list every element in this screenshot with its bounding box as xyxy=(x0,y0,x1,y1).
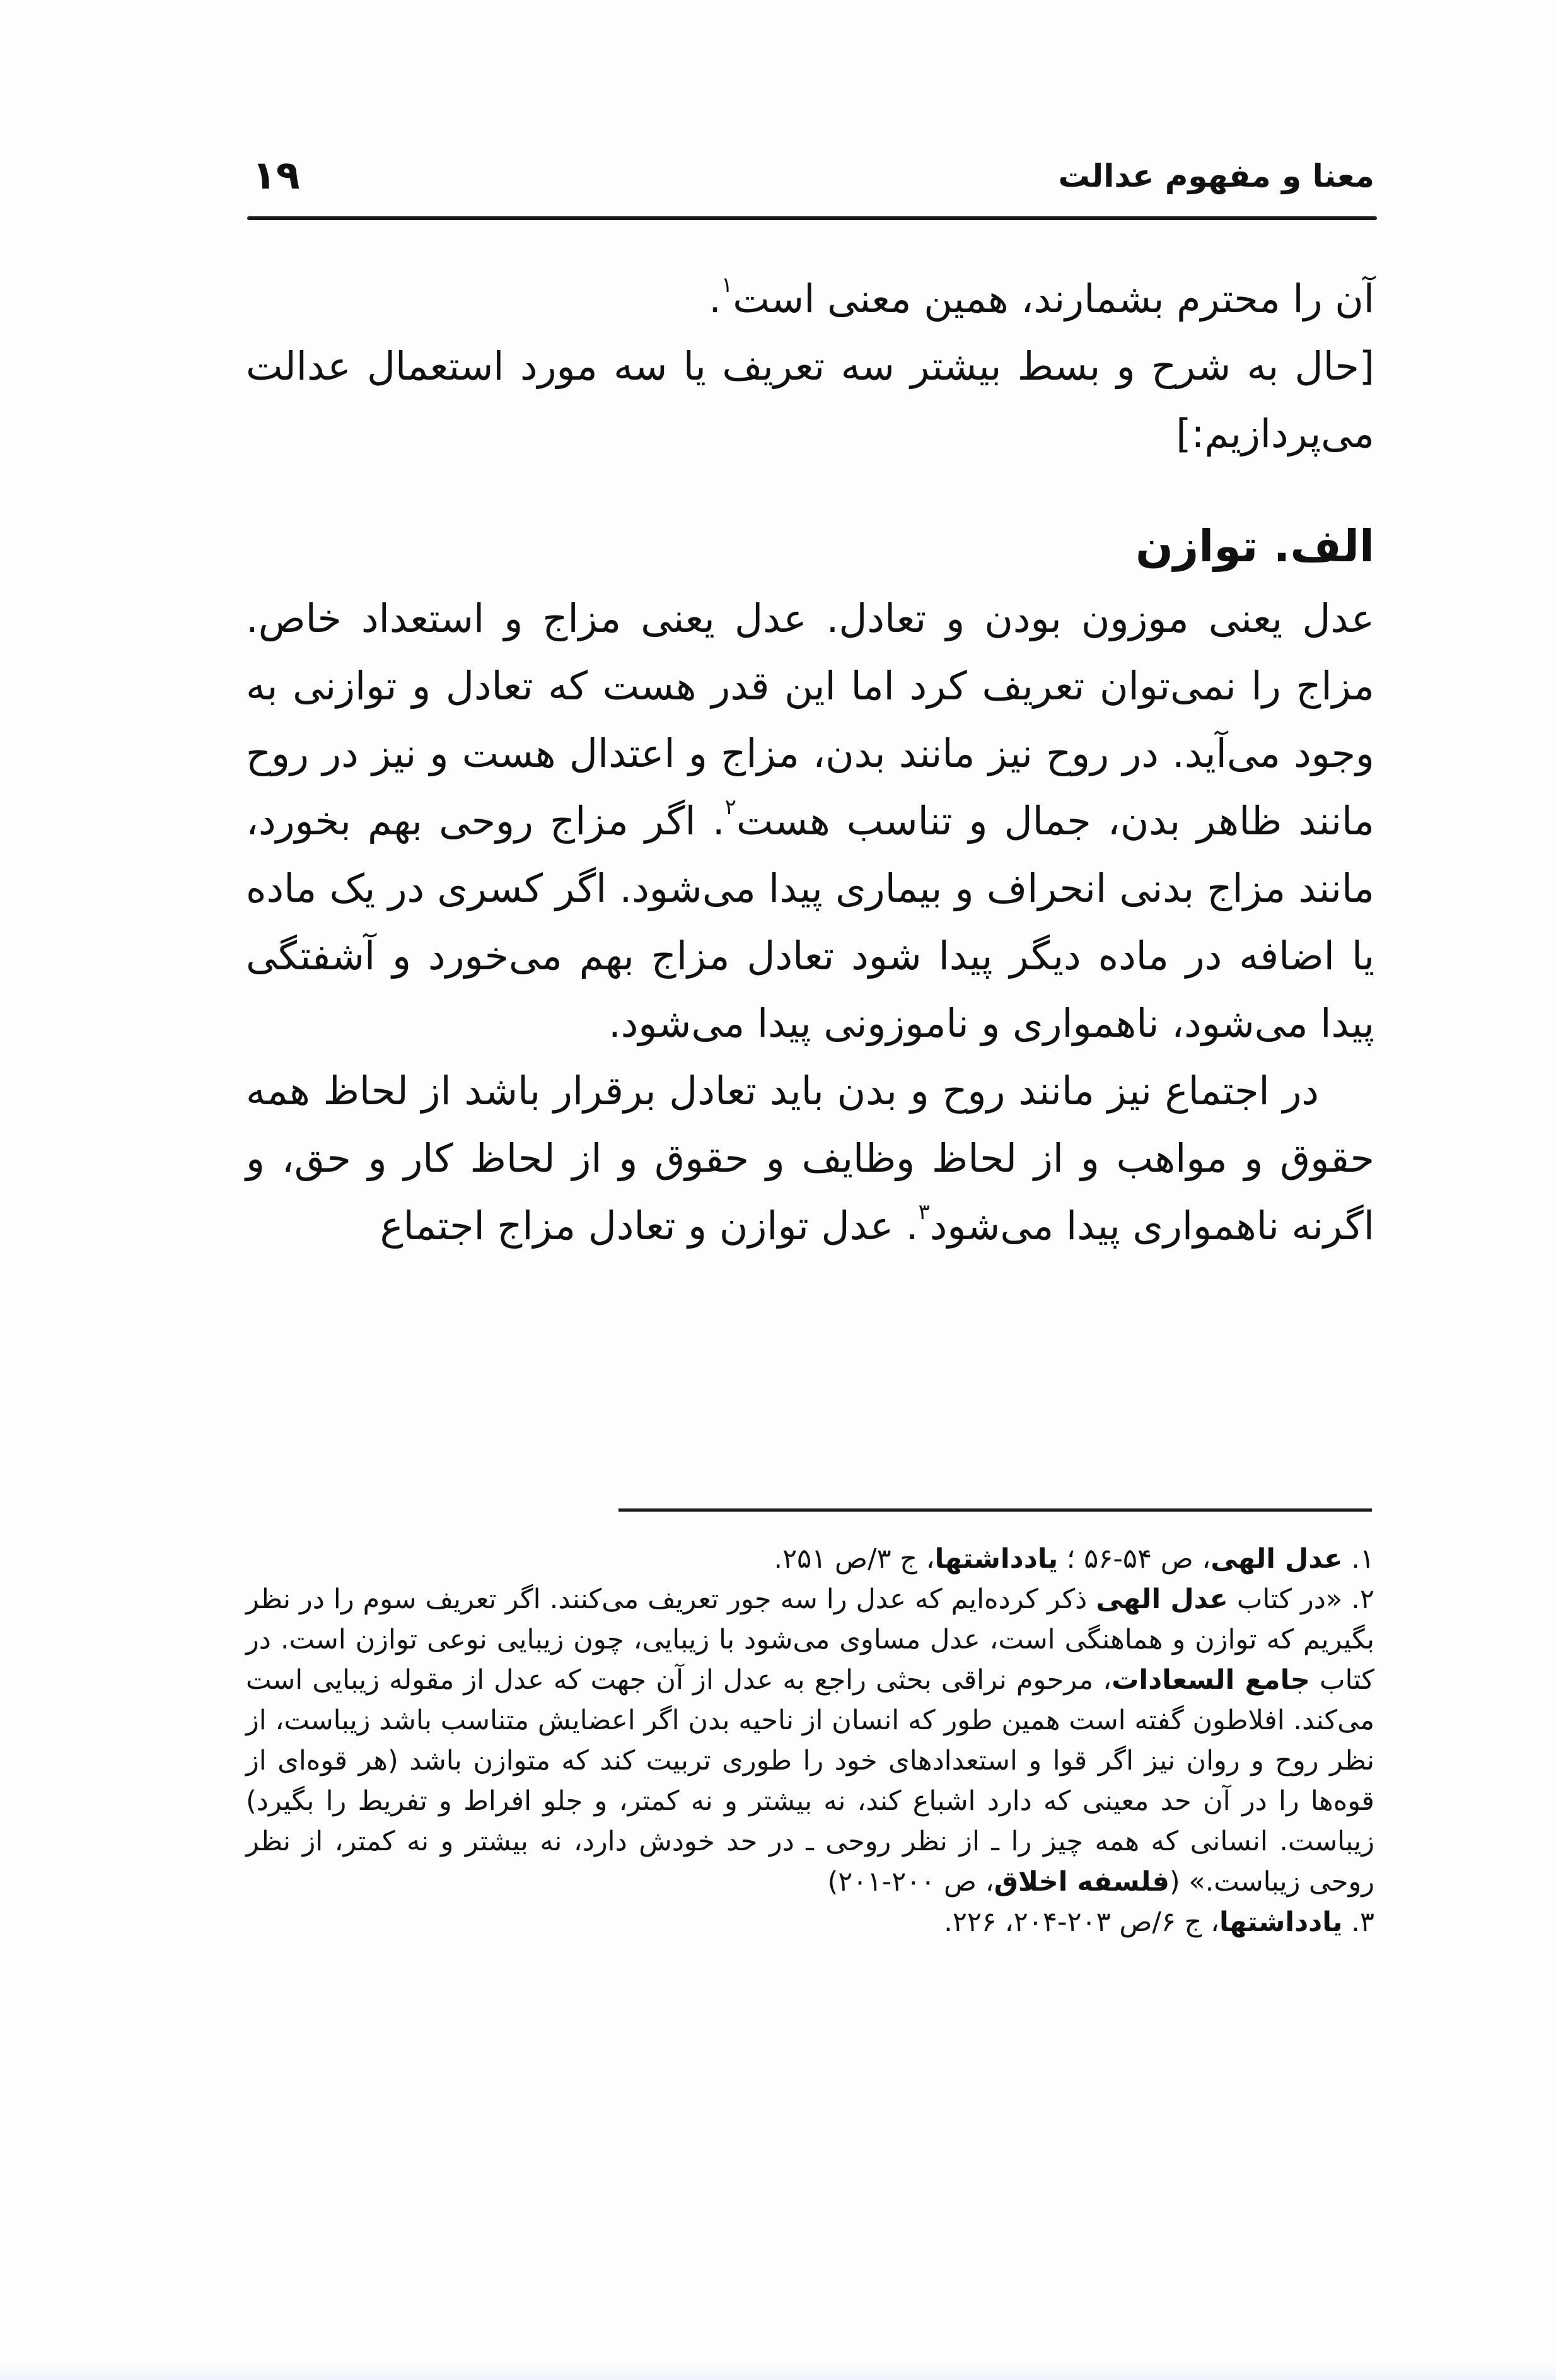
running-head xyxy=(246,150,1374,207)
header-rule xyxy=(247,216,1377,220)
footnote-2-text-d: ، ص ۲۰۰-۲۰۱) xyxy=(827,1866,994,1898)
footnote-1-source: عدل الهی xyxy=(1211,1543,1343,1575)
running-title: معنا و مفهوم عدالت xyxy=(1058,158,1374,194)
intro-line: آن را محترم بشمارند، همین معنی است xyxy=(733,276,1374,322)
paragraph-1-text-a: عدل یعنی موزون بودن و تعادل. عدل یعنی مزاج و استعداد خاص. مزاج را نمی‌توان تعریف کرد اما این قدر هست که تعادل و توازنی به وجود می‌آید. در روح نیز مانند بدن، مزاج و اعتدال هست و نیز در روح مانند ظاهر بدن، جمال و تناسب هست xyxy=(246,595,1374,844)
footnote-marker-3[interactable]: ۳ xyxy=(918,1199,930,1225)
footnote-3-number: ۳. xyxy=(1351,1906,1374,1938)
footnote-marker-1[interactable]: ۱ xyxy=(721,272,733,298)
footnote-2-text-c: ، مرحوم نراقی بحثی راجع به عدل از آن جهت که عدل از مقوله زیبایی است می‌کند. افلاطون گفته است همین طور که انسان از ناحیه بدن اگر اعضایش متناسب باشد زیباست، از نظر روح و روان نیز اگر قوا و استعدادهای خود را طوری تربیت کند که متوازن باشد (هر قوه‌ای از قوه‌ها را در آن حد معینی که دارد اشباع کند، نه بیشتر و نه کمتر، و جلو افراط و تفریط را بگیرد) زیباست. انسانی که همه چیز را ـ از نظر روحی ـ در حد خودش دارد، نه بیشتر و نه کمتر، از نظر روحی زیباست.» ( xyxy=(246,1664,1374,1898)
section-heading: الف. توازن xyxy=(1135,520,1374,572)
paragraph-2 xyxy=(246,1057,1374,1259)
footnote-1-source-2: یادداشتها xyxy=(934,1543,1059,1575)
footnote-2-source-2: جامع السعادات xyxy=(1112,1664,1310,1696)
footnote-2-source-3: فلسفه اخلاق xyxy=(994,1866,1170,1898)
page-number: ۱۹ xyxy=(252,152,300,198)
footnote-1-pages-2: ، ج ۳/ص ۲۵۱. xyxy=(774,1543,935,1575)
footnote-2-number: ۲. xyxy=(1351,1584,1374,1615)
footnote-2-text-b: ذکر کرده‌ایم که عدل را سه جور تعریف می‌کنند. اگر تعریف سوم را در نظر بگیریم که توازن و هماهنگی است، عدل مساوی می‌شود با زیبایی، چون زیبایی نوعی توازن است. در کتاب xyxy=(246,1584,1374,1696)
paragraph-1-text-b: . اگر مزاج روحی بهم بخورد، مانند مزاج بدنی انحراف و بیماری پیدا می‌شود. اگر کسری در یک ماده یا اضافه در ماده دیگر پیدا شود تعادل مزاج بهم می‌خورد و آشفتگی پیدا می‌شود، ناهمواری و ناموزونی پیدا می‌شود. xyxy=(246,798,1374,1046)
footnote-3 xyxy=(246,1902,1374,1942)
footnote-2 xyxy=(246,1579,1374,1902)
footnote-separator xyxy=(618,1508,1372,1512)
footnote-2-text-a: «در کتاب xyxy=(1228,1584,1343,1615)
paragraph-2-text-b: . عدل توازن و تعادل مزاج اجتماع xyxy=(380,1203,919,1249)
footnote-1-number: ۱. xyxy=(1351,1543,1374,1575)
paragraph-1 xyxy=(246,585,1374,1057)
intro-paragraph xyxy=(246,265,1374,332)
page-edge xyxy=(0,2361,1556,2380)
footnote-3-pages: ، ج ۶/ص ۲۰۳-۲۰۴، ۲۲۶. xyxy=(944,1906,1219,1938)
footnote-3-source: یادداشتها xyxy=(1219,1906,1343,1938)
paragraph-2-text-a: در اجتماع نیز مانند روح و بدن باید تعادل برقرار باشد از لحاظ همه حقوق و مواهب و از لحاظ وظایف و حقوق و از لحاظ کار و حق، و اگرنه ناهمواری پیدا می‌شود xyxy=(246,1068,1374,1249)
footnote-marker-2[interactable]: ۲ xyxy=(724,795,736,820)
intro-end: . xyxy=(709,276,721,322)
footnotes xyxy=(246,1539,1374,1942)
bracket-note: [حال به شرح و بسط بیشتر سه تعریف یا سه مورد استعمال عدالت می‌پردازیم:] xyxy=(246,343,1374,457)
footnote-2-source: عدل الهی xyxy=(1096,1584,1228,1615)
footnote-1-pages: ، ص ۵۴-۵۶ ؛ xyxy=(1058,1543,1211,1575)
body-text xyxy=(246,265,1374,1259)
footnote-1 xyxy=(246,1539,1374,1579)
